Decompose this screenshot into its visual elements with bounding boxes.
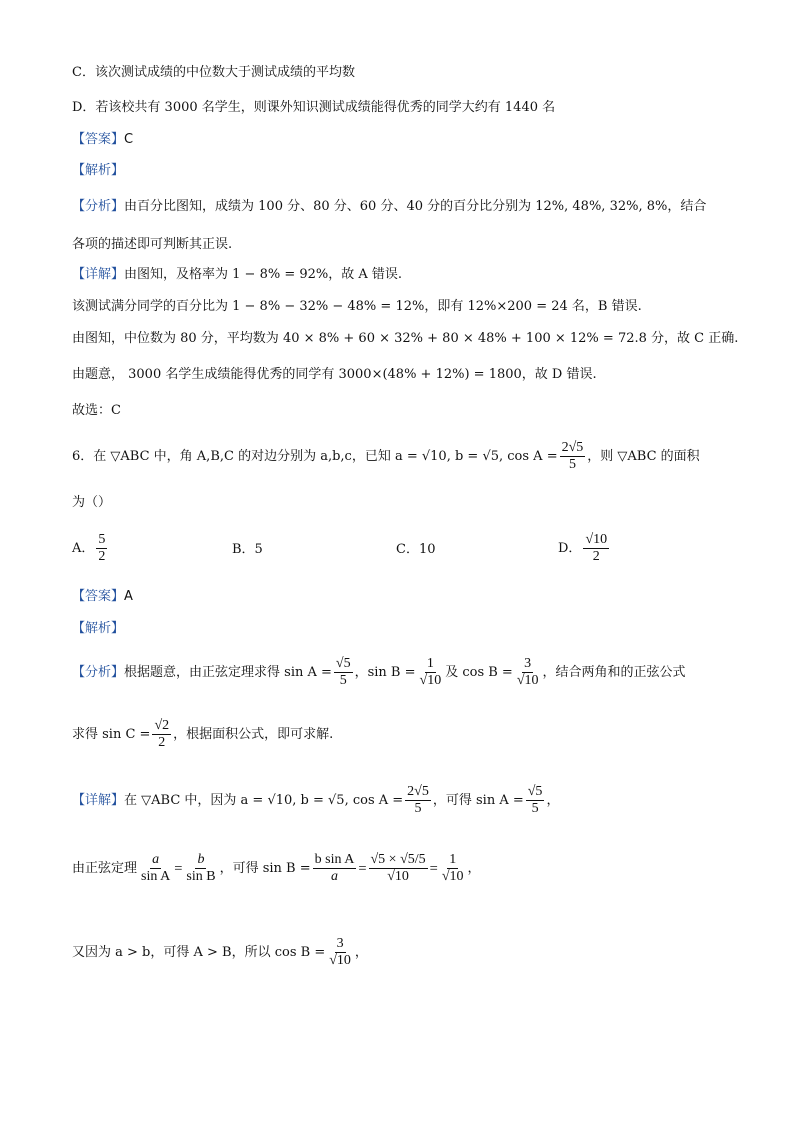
q6-xj2-f2 [184,852,217,885]
xiangjie-line-1: 由图知，及格率为 1 − 8% = 92%，故 A 错误. [124,267,403,282]
q6-xj2-f2-num: b [197,852,205,867]
option-c-text: C．该次测试成绩的中位数大于测试成绩的平均数 [72,65,355,80]
q6-xj2-f3 [313,852,357,885]
q6-xj1-cosA-fraction [405,784,431,817]
analysis-tag: 【解析】 [72,163,125,178]
q6-fenxi-c: 及 cos B = [445,664,513,680]
answer-tag: 【答案】 [72,132,125,147]
q6-option-a-fraction [96,532,107,565]
option-d-text: D．若该校共有 3000 名学生，则课外知识测试成绩能得优秀的同学大约有 1440 名 [72,100,556,115]
q6-xj1-num2: √5 [527,784,543,799]
fenxi-tag: 【分析】 [72,199,125,214]
question-6-stem [72,440,734,473]
q6-xj1-sinA-fraction [526,784,545,817]
fenxi-row [72,198,734,216]
q6-xj1-num: 2√5 [407,784,429,799]
q6-xj2-f4-num: √5 × √5/5 [370,852,426,867]
q6-xj2-f1 [139,852,172,885]
xiangjie-line-3: 由图知，中位数为 80 分，平均数为 40 × 8% + 60 × 32% + 80 × 48% + 100 × 12% = 72.8 分，故 C 正确. [72,331,739,346]
xiangjie-tag: 【详解】 [72,267,125,282]
q6-option-a-num: 5 [98,532,106,547]
q6-stem-part3: 为（） [72,495,112,510]
q6-xj1-c: ， [546,792,560,808]
q6-xj2-a: 由正弦定理 [72,860,138,876]
q6-fenxi-cosB-num: 3 [524,656,532,671]
q6-xj2-c: ， [467,860,481,876]
q6-xj1-a: 在 ▽ABC 中，因为 a = √10, b = √5, cos A = [124,792,404,808]
q6-option-a-label: A． [72,540,95,556]
q6-fenxi-row [72,656,734,689]
q6-fenxi-row-2 [72,718,734,751]
q6-fenxi2-den: 2 [158,735,166,750]
q6-xj2-f2-den: sin B [186,869,216,884]
q6-fenxi2-a: 求得 sin C = [72,726,151,742]
q6-fenxi2-sinC-fraction [152,718,171,751]
q6-stem-part1: 6．在 ▽ABC 中，角 A,B,C 的对边分别为 a,b,c，已知 a = √10, b = √5, cos A = [72,448,558,464]
q6-answer-row [72,588,734,606]
xiangjie-line-2: 该测试满分同学的百分比为 1 − 8% − 32% − 48% = 12%，即有 12%×200 = 24 名，B 错误. [72,299,642,314]
q6-cosA-num: 2√5 [561,440,584,455]
q6-analysis-tag: 【解析】 [72,621,125,636]
q6-option-d-num: √10 [585,532,608,547]
q6-xj2-f5-num: 1 [449,852,457,867]
xiangjie-line-4: 由题意， 3000 名学生成绩能得优秀的同学有 3000×(48% + 12%) = 1800，故 D 错误. [72,367,597,382]
q6-xj2-f1-den: sin A [141,869,171,884]
answer-value: C [124,132,134,147]
q6-xj3-b: ， [354,944,368,960]
q6-option-a-den: 2 [98,549,106,564]
q6-xiangjie-row-3 [72,936,734,969]
xiangjie-row-1 [72,266,734,284]
q6-fenxi-cosB-den: √10 [516,673,539,688]
q6-xj2-eq: = [174,860,183,877]
q6-xiangjie-row-1 [72,784,734,817]
q6-fenxi-sinA-num: √5 [335,656,351,671]
q6-fenxi-tag: 【分析】 [72,664,125,680]
q6-xj2-f4-den: √10 [387,869,409,884]
q6-xj1-b: ，可得 sin A = [432,792,524,808]
q6-xj1-den2: 5 [531,801,539,816]
answer-row [72,131,734,149]
q6-cosA-den: 5 [568,457,576,472]
q6-xiangjie-row-2 [72,852,734,885]
q6-fenxi-sinA-fraction [334,656,353,689]
q6-option-d-den: 2 [592,549,600,564]
q6-fenxi-sinA-den: 5 [339,673,347,688]
q6-option-d-fraction [583,532,609,565]
q6-xj2-f4 [369,852,428,885]
q6-option-b: B．5 [232,542,263,557]
q6-analysis-row [72,620,734,638]
q6-xj3-cosB-fraction [327,936,353,969]
q6-fenxi-cosB-fraction [515,656,541,689]
q6-fenxi-a: 根据题意，由正弦定理求得 sin A = [124,664,332,680]
q6-xj2-f5-den: √10 [441,869,464,884]
q6-xj2-f1-num: a [152,852,160,867]
q6-xj2-eq3: = [429,860,438,877]
q6-fenxi2-b: ，根据面积公式，即可求解. [173,726,334,742]
q6-xj3-a: 又因为 a > b，可得 A > B，所以 cos B = [72,944,326,960]
q6-xj2-f3-den: a [330,869,338,884]
q6-fenxi-b: ，sin B = [354,664,416,680]
q6-option-d [558,532,611,565]
q6-fenxi-sinB-num: 1 [426,656,434,671]
q6-xj3-den: √10 [329,953,351,968]
q6-cosA-fraction [560,440,586,473]
q6-stem-part2: ，则 ▽ABC 的面积 [587,448,700,464]
q6-xj2-b: ，可得 sin B = [219,860,311,876]
q6-fenxi2-num: √2 [154,718,170,733]
q6-fenxi-sinB-fraction [418,656,444,689]
q6-xj2-f5 [440,852,466,885]
q6-fenxi-d: ，结合两角和的正弦公式 [542,664,686,680]
q6-xj2-eq2: = [358,860,367,877]
q6-xj1-den: 5 [414,801,422,816]
q6-option-a [72,532,109,565]
q6-fenxi-sinB-den: √10 [419,673,442,688]
conclusion: 故选：C [72,403,121,418]
q6-answer-tag: 【答案】 [72,589,125,604]
fenxi-text: 由百分比图知，成绩为 100 分、80 分、60 分、40 分的百分比分别为 12%, 48%, 32%, 8%，结合 [124,199,707,214]
q6-xj2-f3-num: b sin A [314,852,355,867]
q6-answer-value: A [124,589,133,604]
analysis-tag-row [72,162,734,180]
q6-option-d-label: D． [558,540,582,556]
fenxi-text-continued: 各项的描述即可判断其正误. [72,237,233,252]
q6-xiangjie-tag: 【详解】 [72,792,125,808]
q6-option-c: C．10 [396,542,436,557]
q6-xj3-num: 3 [336,936,344,951]
